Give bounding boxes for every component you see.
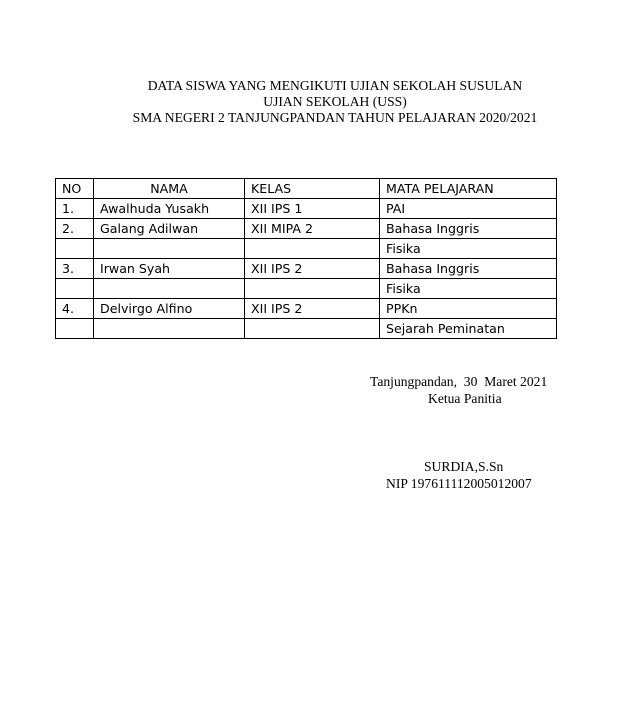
empty-cell [245,319,380,339]
empty-cell [94,239,245,259]
row-mapel: Sejarah Peminatan [380,319,557,339]
row-mapel: PPKn [380,299,557,319]
empty-cell [245,239,380,259]
row-kelas: XII IPS 2 [245,299,380,319]
table-row [56,219,557,239]
table-row [56,259,557,279]
row-nama: Awalhuda Yusakh [94,199,245,219]
signature-name: SURDIA,S.Sn [424,459,504,474]
empty-cell [56,239,94,259]
row-no: 4. [56,299,94,319]
signature-place-date: Tanjungpandan, 30 Maret 2021 [370,374,548,389]
column-header-kelas: KELAS [245,179,380,199]
column-header-no: NO [56,179,94,199]
row-no: 1. [56,199,94,219]
row-no: 2. [56,219,94,239]
empty-cell [56,279,94,299]
empty-cell [94,319,245,339]
table-row [56,299,557,319]
row-kelas: XII IPS 2 [245,259,380,279]
row-nama: Irwan Syah [94,259,245,279]
table-row-continuation [56,239,557,259]
row-mapel: PAI [380,199,557,219]
table-header-row [56,179,557,199]
student-table [55,178,557,339]
row-mapel: Fisika [380,279,557,299]
row-nama: Galang Adilwan [94,219,245,239]
empty-cell [245,279,380,299]
row-kelas: XII MIPA 2 [245,219,380,239]
signature-nip: NIP 197611112005012007 [386,476,532,491]
title-line-2: UJIAN SEKOLAH (USS) [263,94,407,109]
title-line-1: DATA SISWA YANG MENGIKUTI UJIAN SEKOLAH SUSULAN [147,78,523,93]
table-row-continuation [56,279,557,299]
row-mapel: Bahasa Inggris [380,259,557,279]
row-no: 3. [56,259,94,279]
row-mapel: Bahasa Inggris [380,219,557,239]
title-line-3: SMA NEGERI 2 TANJUNGPANDAN TAHUN PELAJARAN 2020/2021 [132,110,538,125]
column-header-nama: NAMA [94,179,245,199]
empty-cell [56,319,94,339]
empty-cell [94,279,245,299]
table-row-continuation [56,319,557,339]
row-nama: Delvirgo Alfino [94,299,245,319]
table-row [56,199,557,219]
column-header-mata-pelajaran: MATA PELAJARAN [380,179,557,199]
row-kelas: XII IPS 1 [245,199,380,219]
document-title [0,78,619,126]
signature-role: Ketua Panitia [428,391,502,406]
row-mapel: Fisika [380,239,557,259]
